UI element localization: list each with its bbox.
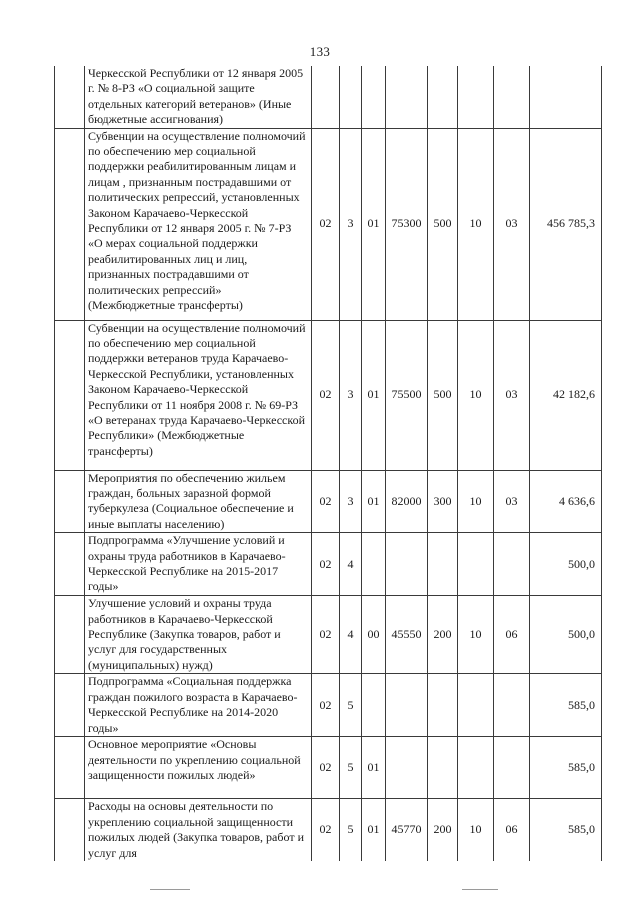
amount-cell: 456 785,3 [530,128,602,320]
state-program-code-cell: 02 [312,674,340,737]
amount-cell: 500,0 [530,533,602,596]
expense-direction-code-cell: 45550 [386,596,428,674]
amount-cell: 585,0 [530,799,602,861]
expense-name-cell: Субвенции на осуществление полномочий по обеспечению мер социальной поддержки ветеранов труда Карачаево-Черкесской Республики, установленных Законом Карачаево-Черкесской Республики от 11 ноября 2008 г. № 69-РЗ «О ветеранах труда Карачаево-Черкесской Республики» (Межбюджетные трансферты) [85,320,312,470]
expense-direction-code-cell [386,737,428,799]
section-code-cell: 10 [458,596,494,674]
subsection-code-cell: 06 [494,799,530,861]
section-code-cell [458,533,494,596]
subprogram-code-cell [340,66,362,128]
table-row [55,320,602,470]
section-code-cell: 10 [458,320,494,470]
subsection-code-cell: 03 [494,470,530,533]
page-number: 133 [309,44,331,59]
row-number-cell [55,320,85,470]
expense-direction-code-cell: 45770 [386,799,428,861]
expense-type-code-cell: 200 [428,799,458,861]
subprogram-code-cell: 5 [340,799,362,861]
section-code-cell: 10 [458,799,494,861]
expense-name-cell: Подпрограмма «Улучшение условий и охраны труда работников в Карачаево-Черкесской Республике на 2015-2017 годы» [85,533,312,596]
section-code-cell [458,737,494,799]
table-row [55,66,602,128]
row-number-cell [55,533,85,596]
table-row [55,737,602,799]
amount-cell: 42 182,6 [530,320,602,470]
amount-cell: 585,0 [530,737,602,799]
subsection-code-cell: 03 [494,320,530,470]
scan-artifact-line [462,889,498,890]
expense-type-code-cell [428,66,458,128]
section-code-cell [458,674,494,737]
scan-artifact-line [150,889,190,890]
amount-cell: 500,0 [530,596,602,674]
table-row [55,128,602,320]
expense-name-cell: Улучшение условий и охраны труда работников в Карачаево-Черкесской Республике (Закупка товаров, работ и услуг для государственных (муниципальных) нужд) [85,596,312,674]
table-row [55,674,602,737]
expense-type-code-cell [428,737,458,799]
expense-type-code-cell: 200 [428,596,458,674]
section-code-cell: 10 [458,470,494,533]
main-activity-code-cell: 01 [362,128,386,320]
subprogram-code-cell: 3 [340,470,362,533]
expense-type-code-cell [428,533,458,596]
expense-name-cell: Подпрограмма «Социальная поддержка граждан пожилого возраста в Карачаево-Черкесской Республике на 2014-2020 годы» [85,674,312,737]
subsection-code-cell: 06 [494,596,530,674]
subsection-code-cell: 03 [494,128,530,320]
main-activity-code-cell [362,533,386,596]
table-row [55,596,602,674]
main-activity-code-cell: 01 [362,799,386,861]
expense-direction-code-cell: 75300 [386,128,428,320]
state-program-code-cell: 02 [312,470,340,533]
subprogram-code-cell: 5 [340,737,362,799]
row-number-cell [55,596,85,674]
table-row [55,533,602,596]
amount-cell: 585,0 [530,674,602,737]
main-activity-code-cell: 01 [362,320,386,470]
state-program-code-cell: 02 [312,596,340,674]
state-program-code-cell: 02 [312,128,340,320]
state-program-code-cell: 02 [312,320,340,470]
expense-type-code-cell: 500 [428,320,458,470]
section-code-cell [458,66,494,128]
row-number-cell [55,66,85,128]
subprogram-code-cell: 4 [340,596,362,674]
row-number-cell [55,737,85,799]
main-activity-code-cell [362,66,386,128]
expense-type-code-cell: 500 [428,128,458,320]
subprogram-code-cell: 3 [340,128,362,320]
main-activity-code-cell: 01 [362,737,386,799]
main-activity-code-cell [362,674,386,737]
expense-type-code-cell: 300 [428,470,458,533]
expense-direction-code-cell [386,66,428,128]
state-program-code-cell [312,66,340,128]
expense-direction-code-cell: 82000 [386,470,428,533]
table-row [55,799,602,861]
expense-direction-code-cell [386,674,428,737]
expense-name-cell: Субвенции на осуществление полномочий по обеспечению мер социальной поддержки реабилитированным лицам и лицам , признанным пострадавшими от политических репрессий, установленных Законом Карачаево-Черкесской Республики от 12 января 2005 г. № 7-РЗ «О мерах социальной поддержки реабилитированных лиц и лиц, признанных пострадавшими от политических репрессий» (Межбюджетные трансферты) [85,128,312,320]
subprogram-code-cell: 5 [340,674,362,737]
expense-name-cell: Мероприятия по обеспечению жильем граждан, больных заразной формой туберкулеза (Социальное обеспечение и иные выплаты населению) [85,470,312,533]
subprogram-code-cell: 4 [340,533,362,596]
expense-name-cell: Черкесской Республики от 12 января 2005 г. № 8-РЗ «О социальной защите отдельных категорий ветеранов» (Иные бюджетные ассигнования) [85,66,312,128]
expense-direction-code-cell [386,533,428,596]
amount-cell: 4 636,6 [530,470,602,533]
main-activity-code-cell: 00 [362,596,386,674]
section-code-cell: 10 [458,128,494,320]
budget-table [54,66,602,861]
subsection-code-cell [494,737,530,799]
subsection-code-cell [494,533,530,596]
expense-name-cell: Расходы на основы деятельности по укреплению социальной защищенности пожилых людей (Закупка товаров, работ и услуг для [85,799,312,861]
state-program-code-cell: 02 [312,533,340,596]
row-number-cell [55,470,85,533]
table-row [55,470,602,533]
expense-name-cell: Основное мероприятие «Основы деятельности по укреплению социальной защищенности пожилых людей» [85,737,312,799]
row-number-cell [55,674,85,737]
main-activity-code-cell: 01 [362,470,386,533]
state-program-code-cell: 02 [312,799,340,861]
expense-direction-code-cell: 75500 [386,320,428,470]
row-number-cell [55,128,85,320]
subprogram-code-cell: 3 [340,320,362,470]
amount-cell [530,66,602,128]
state-program-code-cell: 02 [312,737,340,799]
subsection-code-cell [494,66,530,128]
row-number-cell [55,799,85,861]
expense-type-code-cell [428,674,458,737]
subsection-code-cell [494,674,530,737]
